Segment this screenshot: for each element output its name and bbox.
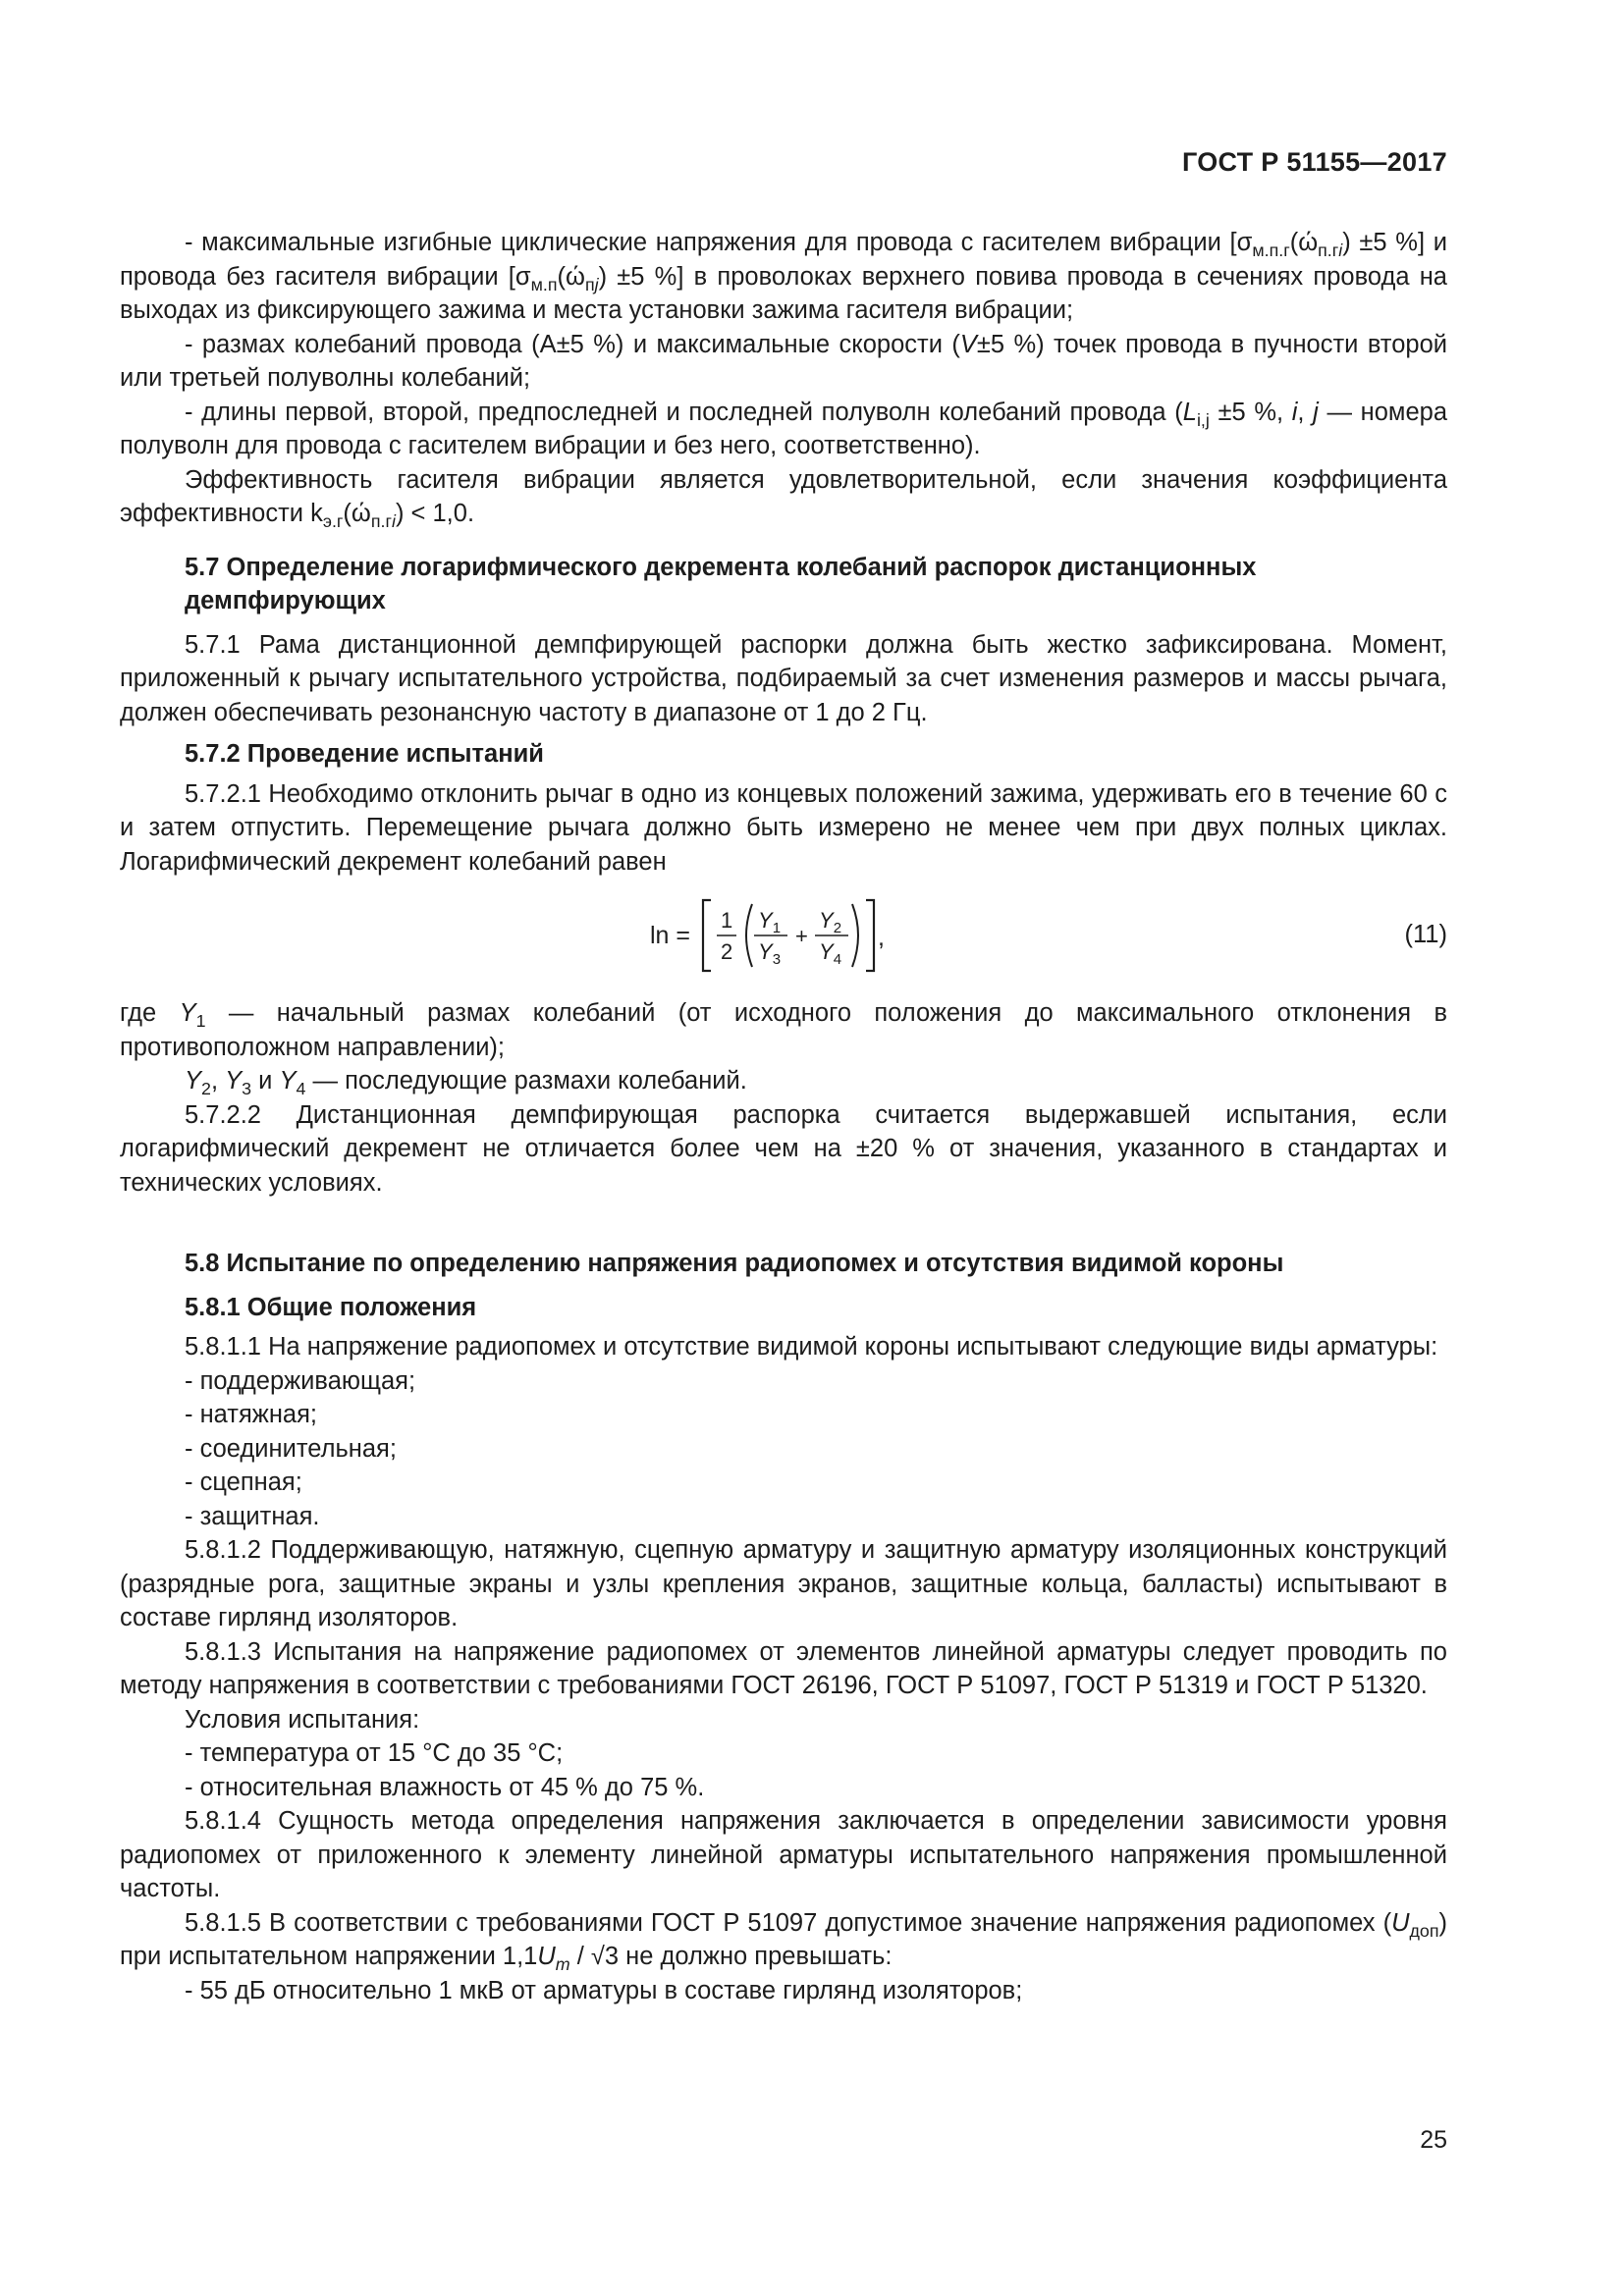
list-item: - поддерживающая; <box>185 1366 416 1395</box>
formula-right-bracket <box>866 900 874 971</box>
intro-item-halfwaves: - длины первой, второй, предпоследней и последней полуволн колебаний провода ($L_{i,j} \pm 5$ %, i, j — номера полуволн для провода с гасителем вибрации и без него, соответственно). <box>120 398 1447 459</box>
document-header: ГОСТ Р 51155—2017 <box>1181 147 1447 177</box>
paragraph-5-8-1-4: 5.8.1.4 Сущность метода определения напряжения заключается в определении зависимости уровня радиопомех от приложенного к элементу линейной арматуры испытательного напряжения промышленной частоты. <box>120 1807 1447 1902</box>
p5815-um-sub: m <box>555 1954 570 1974</box>
section-5-8-heading: 5.8 Испытание по определению напряжения радиопомех и отсутствия видимой короны <box>185 1250 1284 1277</box>
formula-plus: + <box>795 924 808 948</box>
fittings-types-list <box>120 1364 1447 1534</box>
formula-11 <box>120 888 1447 983</box>
section-5-8-1-heading: 5.8.1 Общие положения <box>185 1293 477 1321</box>
formula-trailing-comma: , <box>878 924 885 951</box>
paragraph-5-7-2-2: 5.7.2.2 Дистанционная демпфирующая распорка считается выдержавшей испытания, если логарифмический декремент не отличается более чем на ±20 % от значения, указанного в стандартах и технических условиях. <box>120 1100 1447 1197</box>
paragraph-5-8-1-2: 5.8.1.2 Поддерживающую, натяжную, сцепную арматуру и защитную арматуру изоляционных конструкций (разрядные рога, защитные экраны и узлы крепления экранов, защитные кольца, балласты) испытывают в составе гирлянд изоляторов. <box>120 1536 1447 1631</box>
list-item: - натяжная; <box>185 1401 317 1428</box>
conditions-title: Условия испытания: <box>185 1705 420 1734</box>
list-item: - защитная. <box>185 1502 320 1530</box>
section-5-7-heading <box>120 551 1447 618</box>
list-item: - соединительная; <box>185 1434 397 1463</box>
page-content <box>120 226 1447 2007</box>
section-5-7-heading-line2: демпфирующих <box>185 587 386 614</box>
formula-y2: $Y_2$ <box>819 908 842 936</box>
formula-left-bracket <box>703 900 711 971</box>
intro-item-amplitude: - размах колебаний провода (А±5 %) и максимальные скорости (V±5 %) точек провода в пучности второй или третьей полуволны колебаний; <box>120 330 1447 392</box>
formula-half-num: 1 <box>721 908 733 933</box>
formula-y1: $Y_1$ <box>758 908 782 936</box>
paragraph-5-8-1-3: 5.8.1.3 Испытания на напряжение радиопомех от элементов линейной арматуры следует проводить по методу напряжения в соответствии с требованиями ГОСТ 26196, ГОСТ Р 51097, ГОСТ Р 51319 и ГОСТ Р 51320. <box>120 1637 1447 1699</box>
p5815-u: U <box>1391 1908 1410 1937</box>
formula-left-paren <box>746 904 752 967</box>
conditions-list <box>120 1736 1447 1804</box>
intro-item-stress: - максимальные изгибные циклические напряжения для провода с гасителем вибрации [$\sigma_{м.п.г}(ώ_{п.гi}) \pm 5$ %] и провода без гасителя вибрации [$\sigma_{м.п}(ώ_{пj}) \pm 5$ %] в проволоках верхнего повива провода в сечениях провода на выходах из фиксирующего зажима и места установки зажима гасителя вибрации; <box>120 229 1447 324</box>
radio-limits-list <box>120 1974 1447 2008</box>
paragraph-5-8-1-1: 5.8.1.1 На напряжение радиопомех и отсутствие видимой короны испытывают следующие виды арматуры: <box>185 1333 1438 1361</box>
formula-y3: $Y_3$ <box>758 939 782 968</box>
p5815-text-c: / √3 не должно превышать: <box>569 1943 893 1970</box>
where-y2-y4: $Y_2$, $Y_3$ и $Y_4$ — последующие размахи колебаний. <box>185 1067 747 1098</box>
list-item: - температура от 15 °С до 35 °С; <box>185 1739 564 1767</box>
list-item: - относительная влажность от 45 % до 75 %. <box>185 1773 705 1801</box>
p5815-um: U <box>537 1943 556 1970</box>
list-item: - 55 дБ относительно 1 мкВ от арматуры в составе гирлянд изоляторов; <box>185 1976 1023 2004</box>
section-5-7-heading-line1: 5.7 Определение логарифмического декремента колебаний распорок дистанционных <box>185 553 1257 581</box>
page-number: 25 <box>1420 2126 1447 2154</box>
formula-lhs: ln = <box>650 922 691 949</box>
paragraph-5-7-1: 5.7.1 Рама дистанционной демпфирующей распорки должна быть жестко зафиксирована. Момент, приложенный к рычагу испытательного устройства, подбираемый за счет изменения размеров и массы рычага, должен обеспечивать резонансную частоту в диапазоне от 1 до 2 Гц. <box>120 630 1447 726</box>
formula-number: (11) <box>1404 921 1447 948</box>
p5815-u-sub: доп <box>1409 1920 1439 1941</box>
paragraph-5-7-2-1: 5.7.2.1 Необходимо отклонить рычаг в одно из концевых положений зажима, удерживать его в течение 60 с и затем отпустить. Перемещение рычага должно быть измерено не менее чем при двух полных циклах. Логарифмический декремент колебаний равен <box>120 779 1447 876</box>
p5815-text-b: ) при испытательном напряжении 1,1 <box>120 1908 1447 1970</box>
log-decrement-formula <box>650 894 945 977</box>
section-5-7-2-heading: 5.7.2 Проведение испытаний <box>185 740 544 768</box>
effectiveness-paragraph: Эффективность гасителя вибрации является удовлетворительной, если значения коэффициента эффективности $k_{э.г}(ώ_{п.гi}) < 1,0$. <box>120 465 1447 531</box>
where-y1: где $Y_1$ — начальный размах колебаний (от исходного положения до максимального отклонения в противоположном направлении); <box>120 999 1447 1061</box>
formula-y4: $Y_4$ <box>819 939 842 968</box>
p5815-text-a: 5.8.1.5 В соответствии с требованиями ГОСТ Р 51097 допустимое значение напряжения радиопомех ( <box>185 1908 1392 1937</box>
list-item: - сцепная; <box>185 1468 302 1496</box>
formula-half-den: 2 <box>721 939 733 964</box>
paragraph-5-8-1-5 <box>120 1906 1447 1974</box>
formula-right-paren <box>852 904 858 967</box>
